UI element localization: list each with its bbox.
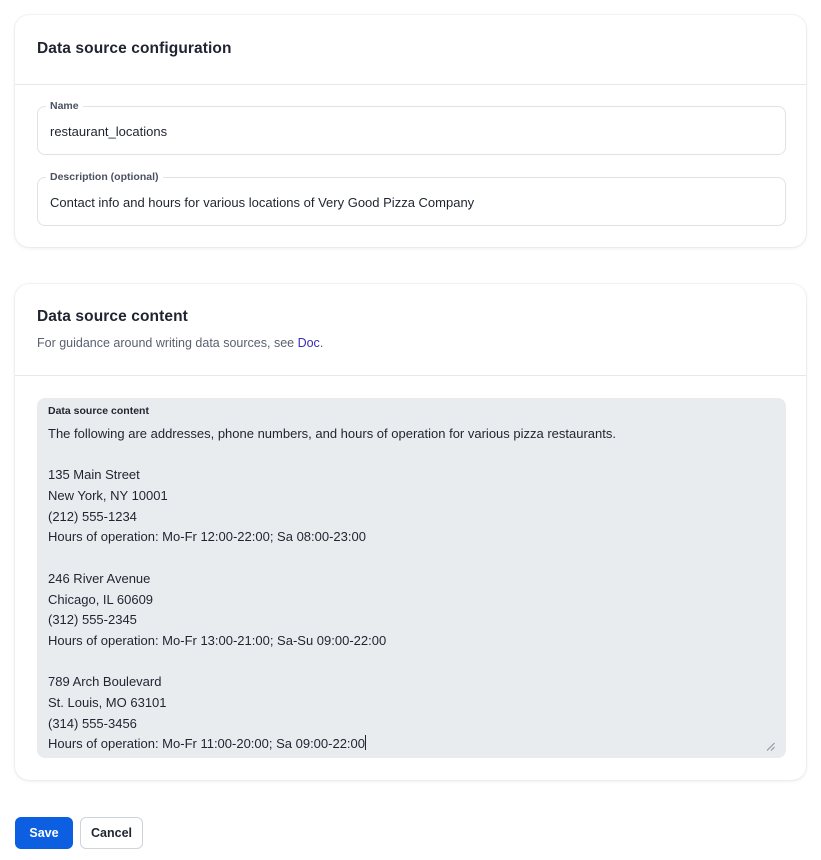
configuration-title: Data source configuration (37, 40, 232, 57)
content-line: The following are addresses, phone numbers, and hours of operation for various pizza restaurants. (48, 426, 616, 441)
content-textarea-text[interactable] (48, 424, 773, 755)
guidance-suffix: . (319, 336, 324, 350)
content-line: (312) 555-2345 (48, 612, 137, 628)
content-line (48, 445, 773, 466)
guidance-prefix: For guidance around writing data sources, see (37, 336, 298, 350)
name-input[interactable]: restaurant_locations (50, 124, 168, 139)
data-source-content-card (15, 284, 806, 780)
content-line: Hours of operation: Mo-Fr 12:00-22:00; Sa 08:00-23:00 (48, 529, 366, 545)
content-line: 246 River Avenue (48, 570, 151, 586)
content-line: St. Louis, MO 63101 (48, 694, 167, 710)
content-line: 135 Main Street (48, 467, 140, 483)
content-line: (212) 555-1234 (48, 508, 137, 524)
content-title: Data source content (37, 308, 188, 325)
resize-handle-icon[interactable] (766, 742, 775, 751)
text-caret (365, 735, 366, 750)
cancel-button[interactable]: Cancel (80, 817, 143, 849)
content-line: Hours of operation: Mo-Fr 13:00-21:00; Sa-Su 09:00-22:00 (48, 632, 387, 648)
content-line: 789 Arch Boulevard (48, 674, 162, 690)
content-textarea[interactable] (37, 398, 786, 758)
configuration-divider (15, 84, 806, 85)
description-field-label: Description (optional) (46, 171, 163, 183)
name-field[interactable] (37, 100, 786, 155)
description-field[interactable] (37, 171, 786, 226)
content-line: Hours of operation: Mo-Fr 11:00-20:00; Sa 09:00-22:00 (48, 736, 366, 752)
name-field-label: Name (46, 100, 83, 112)
content-divider (15, 375, 806, 376)
content-line: New York, NY 10001 (48, 488, 168, 504)
content-line (48, 652, 773, 673)
content-line: (314) 555-3456 (48, 715, 137, 731)
content-line (48, 548, 773, 569)
content-line: Chicago, IL 60609 (48, 591, 154, 607)
guidance-text (37, 336, 323, 350)
save-button[interactable]: Save (15, 817, 73, 849)
doc-link[interactable]: Doc (297, 336, 320, 350)
content-textarea-label: Data source content (48, 405, 149, 417)
description-input[interactable]: Contact info and hours for various locations of Very Good Pizza Company (50, 195, 475, 210)
data-source-configuration-card (15, 15, 806, 247)
